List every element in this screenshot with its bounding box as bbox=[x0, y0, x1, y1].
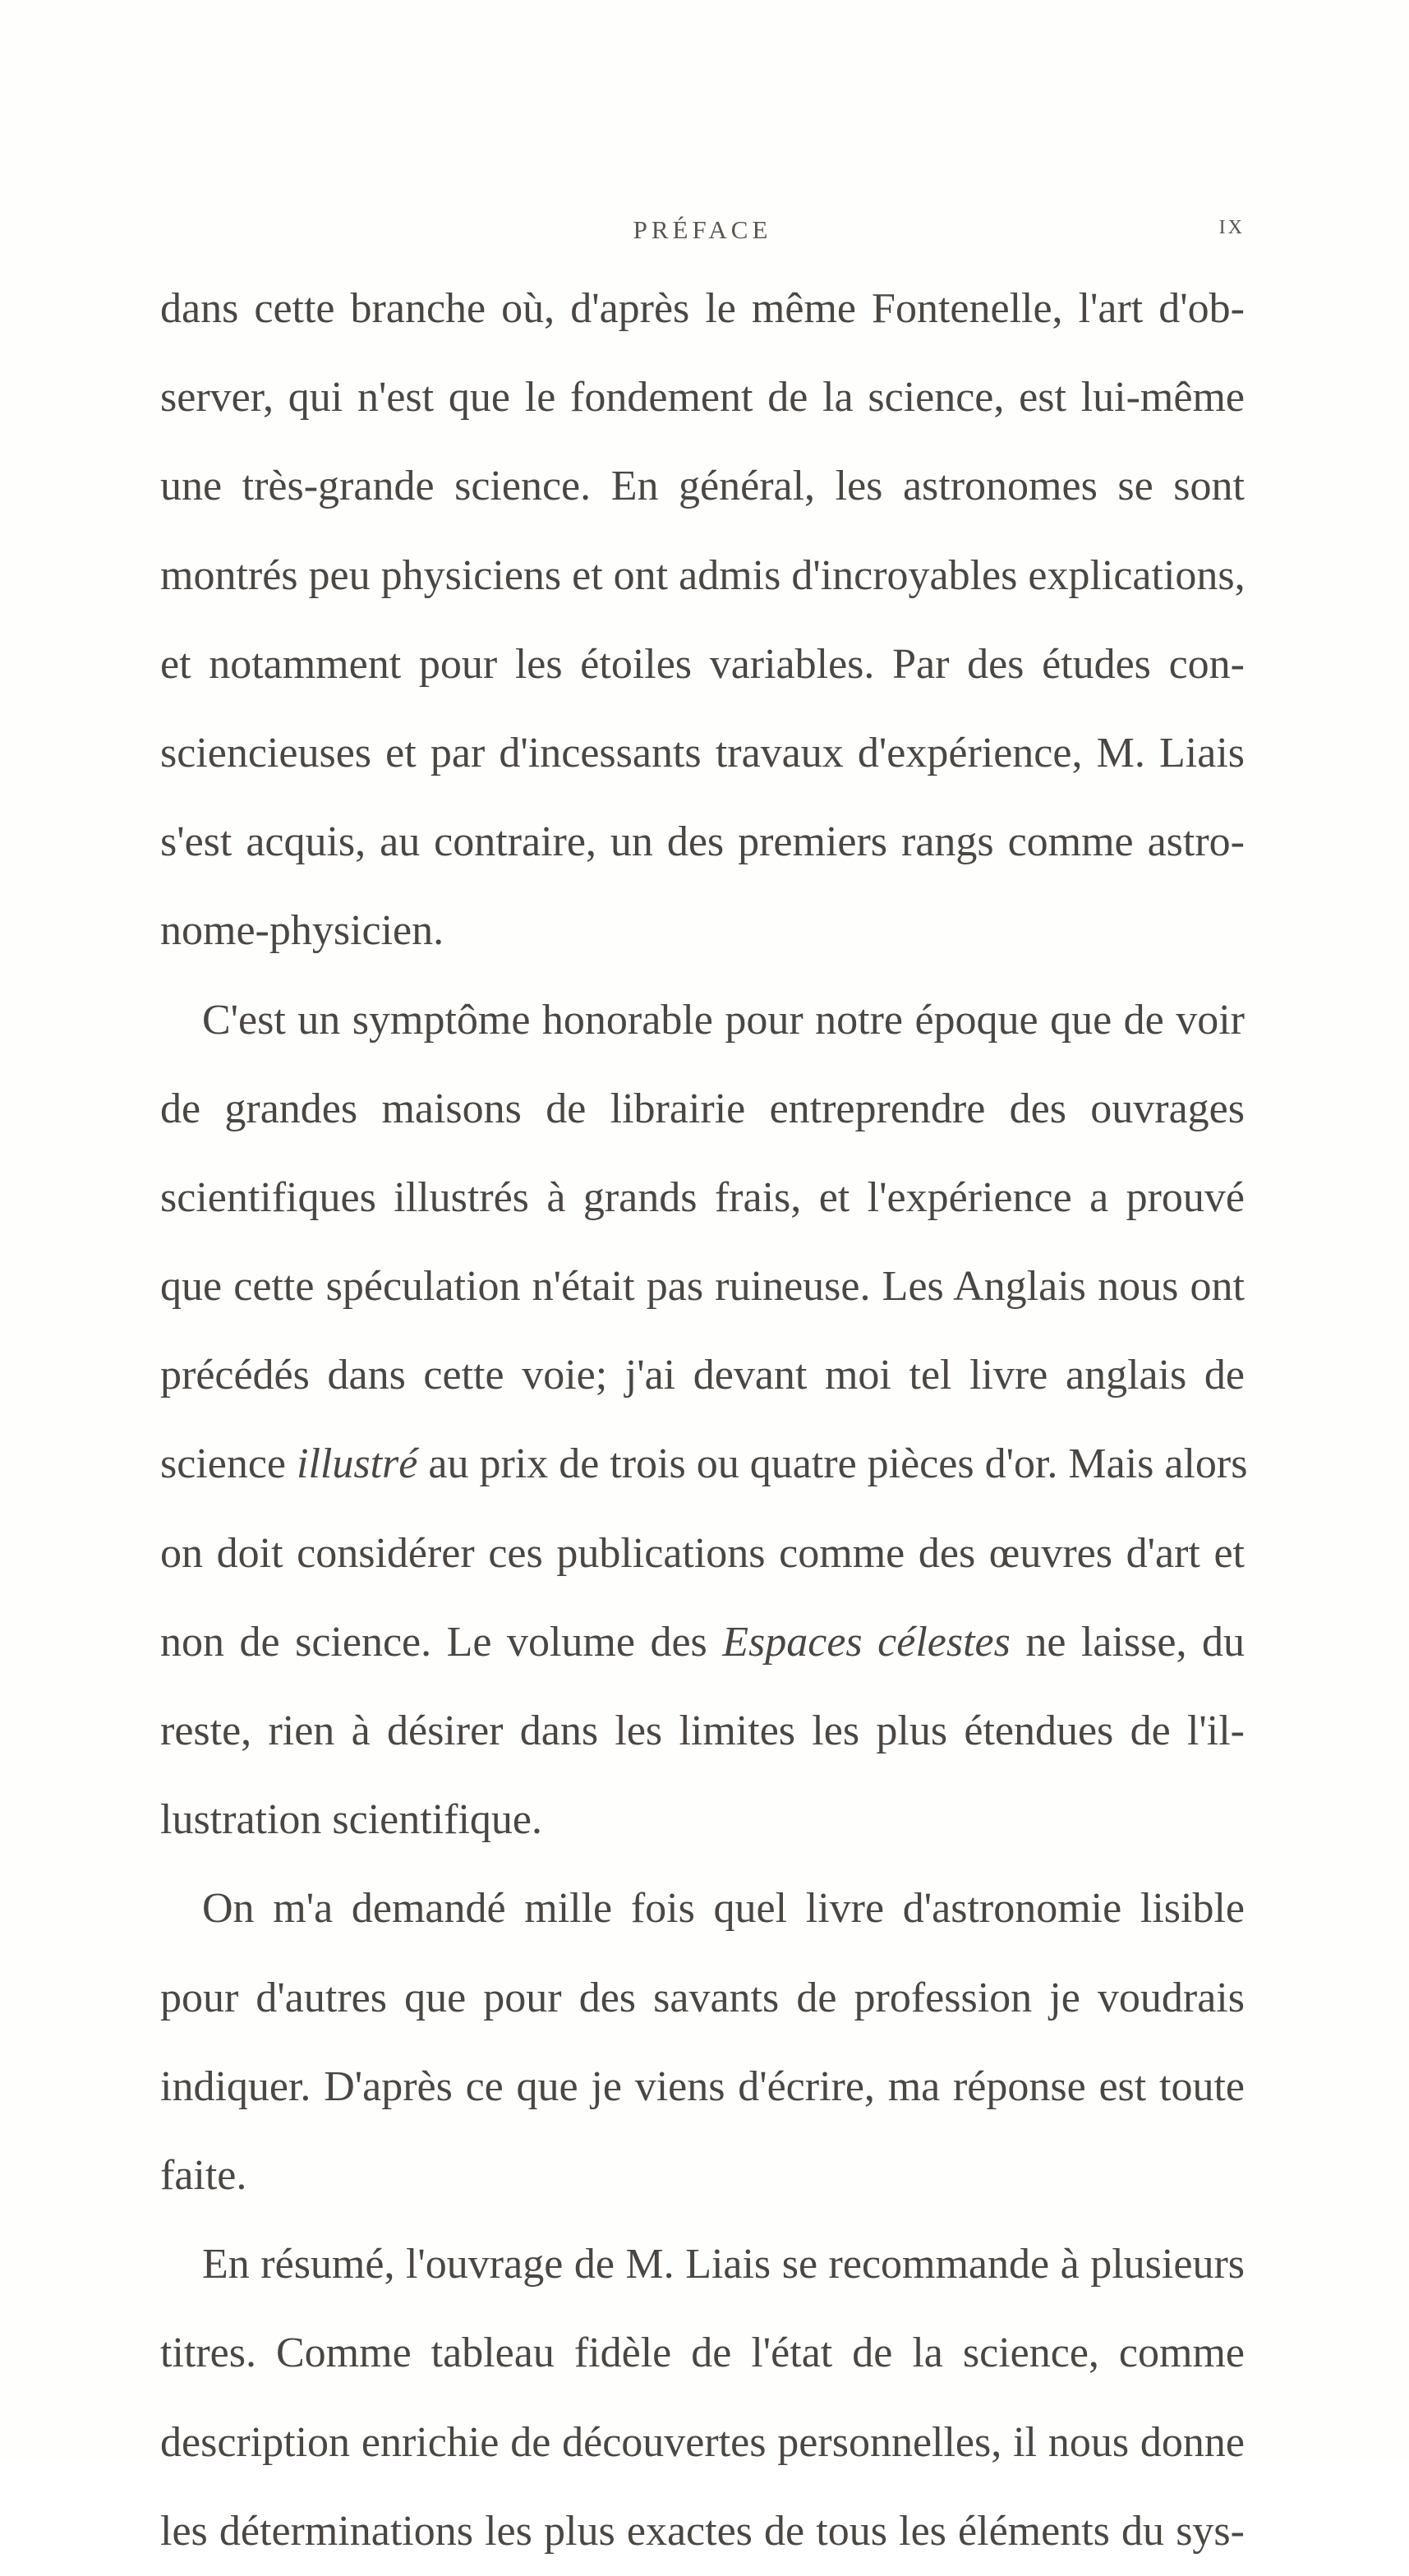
text-line: pour d'autres que pour des savants de profession je voudrais bbox=[160, 1974, 1245, 2021]
text-line: On m'a demandé mille fois quel livre d'astronomie lisible bbox=[202, 1885, 1245, 1933]
text-line: s'est acquis, au contraire, un des premiers rangs comme astro- bbox=[160, 818, 1245, 866]
running-title: PRÉFACE bbox=[633, 215, 772, 244]
text-line: dans cette branche où, d'après le même Fontenelle, l'art d'ob- bbox=[160, 285, 1245, 332]
text-line: description enrichie de découvertes personnelles, il nous donne bbox=[160, 2418, 1245, 2466]
text-line: on doit considérer ces publications comme des œuvres d'art et bbox=[160, 1529, 1245, 1577]
text-line: server, qui n'est que le fondement de la science, est lui-même bbox=[160, 374, 1245, 422]
text-line: faite. bbox=[160, 2151, 247, 2199]
page-number: IX bbox=[1218, 217, 1245, 238]
italic-term: illustré bbox=[297, 1440, 418, 1488]
text-line: précédés dans cette voie; j'ai devant moi tel livre anglais de bbox=[160, 1352, 1245, 1399]
text-line: et notamment pour les étoiles variables. Par des études con- bbox=[160, 640, 1245, 688]
text-line: lustration scientifique. bbox=[160, 1796, 543, 1844]
text-line: reste, rien à désirer dans les limites les plus étendues de l'il- bbox=[160, 1707, 1245, 1754]
text-line: montrés peu physiciens et ont admis d'incroyables explications, bbox=[160, 551, 1246, 599]
text-line: sciencieuses et par d'incessants travaux d'expérience, M. Liais bbox=[160, 729, 1245, 776]
body-text bbox=[160, 265, 1248, 2576]
text-line: une très-grande science. En général, les astronomes se sont bbox=[160, 463, 1245, 510]
text-line: nome-physicien. bbox=[160, 907, 444, 955]
text-line: titres. Comme tableau fidèle de l'état de la science, comme bbox=[160, 2329, 1245, 2377]
text-line: les déterminations les plus exactes de tous les éléments du sys- bbox=[160, 2507, 1245, 2555]
text-line: que cette spéculation n'était pas ruineuse. Les Anglais nous ont bbox=[160, 1263, 1245, 1311]
text-line: de grandes maisons de librairie entreprendre des ouvrages bbox=[160, 1085, 1245, 1132]
text-line: non de science. Le volume des Espaces célestes ne laisse, du bbox=[160, 1618, 1245, 1666]
text-line: scientifiques illustrés à grands frais, et l'expérience a prouvé bbox=[160, 1173, 1245, 1221]
text-line: En résumé, l'ouvrage de M. Liais se recommande à plusieurs bbox=[202, 2241, 1245, 2288]
italic-title: Espaces célestes bbox=[722, 1618, 1011, 1666]
running-head bbox=[160, 215, 1245, 256]
text-line: science illustré au prix de trois ou quatre pièces d'or. Mais alors bbox=[160, 1440, 1248, 1488]
text-line: indiquer. D'après ce que je viens d'écrire, ma réponse est toute bbox=[160, 2062, 1245, 2110]
text-line: C'est un symptôme honorable pour notre époque que de voir bbox=[202, 996, 1245, 1044]
